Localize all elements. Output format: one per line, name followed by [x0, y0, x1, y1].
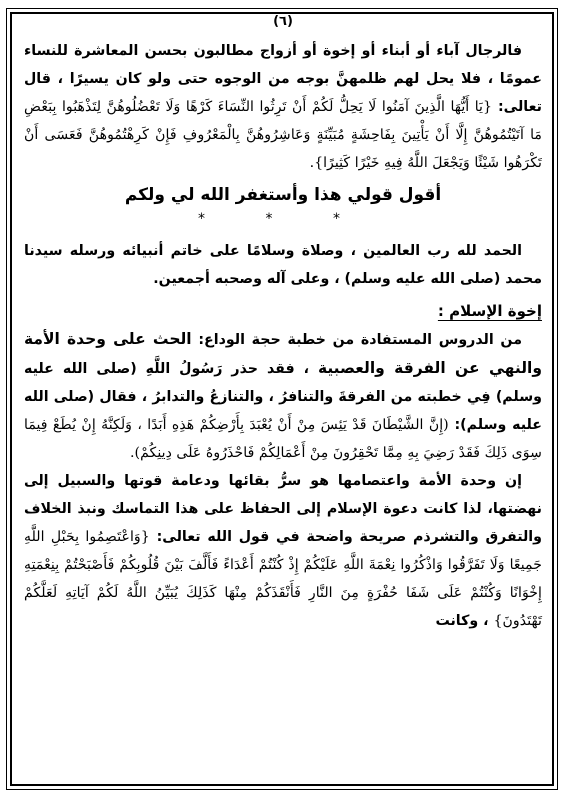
quran-verse-imran: {وَاعْتَصِمُوا بِحَبْلِ اللَّهِ جَمِيعًا وَلَا تَفَرَّقُوا وَاذْكُرُوا نِعْمَةَ اللَّهِ عَلَيْكُمْ إِذْ كُنْتُمْ أَعْدَاءً فَأَلَّفَ بَيْنَ قُلُوبِكُمْ فَأَصْبَحْتُمْ بِنِعْمَتِهِ إِخْوَانًا وَكُنْتُمْ عَلَى شَفَا حُفْرَةٍ مِنَ النَّارِ فَأَنْقَذَكُمْ مِنْهَا كَذَلِكَ يُبَيِّنُ اللَّهُ لَكُمْ آيَاتِهِ لَعَلَّكُمْ تَهْتَدُونَ} [24, 529, 542, 629]
paragraph-end: ، وكانت [435, 613, 489, 629]
separator-stars: * * * [198, 211, 368, 227]
paragraph-text-2: إن وحدة الأمة واعتصامها هو سرُّ بقائها ودعامة قوتها والسبيل إلى نهضتها، لذا كانت دعوة الإسلام إلى الحفاظ على هذا التماسك ونبذ الخلاف والتفرق والتشرذم صريحة واضحة في قول الله تعالى: [24, 473, 542, 545]
praise-paragraph: الحمد لله رب العالمين ، وصلاة وسلامًا على خاتم أنبيائه ورسله سيدنا محمد (صلى الله عليه وسلم) ، وعلى آله وصحبه أجمعين. [24, 243, 542, 287]
section-title-text: إخوة الإسلام : [437, 302, 542, 320]
emphasized-lesson: الحث على وحدة الأمة والنهي عن الفرقة والعصبية [24, 330, 542, 377]
paragraph-rest: ، فقد حذر رَسُولُ اللَّهِ (صلى الله عليه وسلم) فِي خطبته من الفرقةَ والتنافرُ ، والتنازعُ والتدابرُ ، فقال (صلى الله عليه وسلم): [24, 361, 542, 433]
document-page [24, 14, 542, 635]
paragraph-unity [24, 325, 542, 467]
paragraph-text: فالرجال آباء أو أبناء أو إخوة أو أزواج مطالبون بحسن المعاشرة للنساء عمومًا ، فلا يحل لهم ظلمهنَّ بوجه من الوجوه حتى ولو كان يسيرًا ، قال تعالى: [24, 43, 542, 115]
paragraph-unity-secret [24, 467, 542, 635]
page-number: (٦) [273, 14, 293, 29]
quran-verse-nisa: {يَا أَيُّهَا الَّذِينَ آمَنُوا لَا يَحِلُّ لَكُمْ أَنْ تَرِثُوا النِّسَاءَ كَرْهًا وَلَا تَعْضُلُوهُنَّ لِتَذْهَبُوا بِبَعْضِ مَا آتَيْتُمُوهُنَّ إِلَّا أَنْ يَأْتِينَ بِفَاحِشَةٍ مُبَيِّنَةٍ وَعَاشِرُوهُنَّ بِالْمَعْرُوفِ فَإِنْ كَرِهْتُمُوهُنَّ فَعَسَى أَنْ تَكْرَهُوا شَيْئًا وَيَجْعَلَ اللَّهُ فِيهِ خَيْرًا كَثِيرًا}. [24, 99, 542, 171]
paragraph-men-duties [24, 37, 542, 177]
closing-heading: أقول قولي هذا وأستغفر الله لي ولكم [124, 185, 442, 205]
section-title [24, 297, 542, 325]
hadith-quote: (إِنَّ الشَّيْطَانَ قَدْ يَئِسَ مِنْ أَنْ يُعْبَدَ بِأَرْضِكُمْ هَذِهِ أَبَدًا ، وَلَكِنَّهُ إِنْ يُطَعْ فِيمَا سِوَى ذَلِكَ فَقَدْ رَضِيَ بِهِ مِمَّا تَحْقِرُونَ مِنْ أَعْمَالِكُمْ فَاحْذَرُوهُ عَلَى دِينِكُمْ). [24, 417, 542, 461]
paragraph-intro: من الدروس المستفادة من خطبة حجة الوداع: [198, 332, 522, 348]
